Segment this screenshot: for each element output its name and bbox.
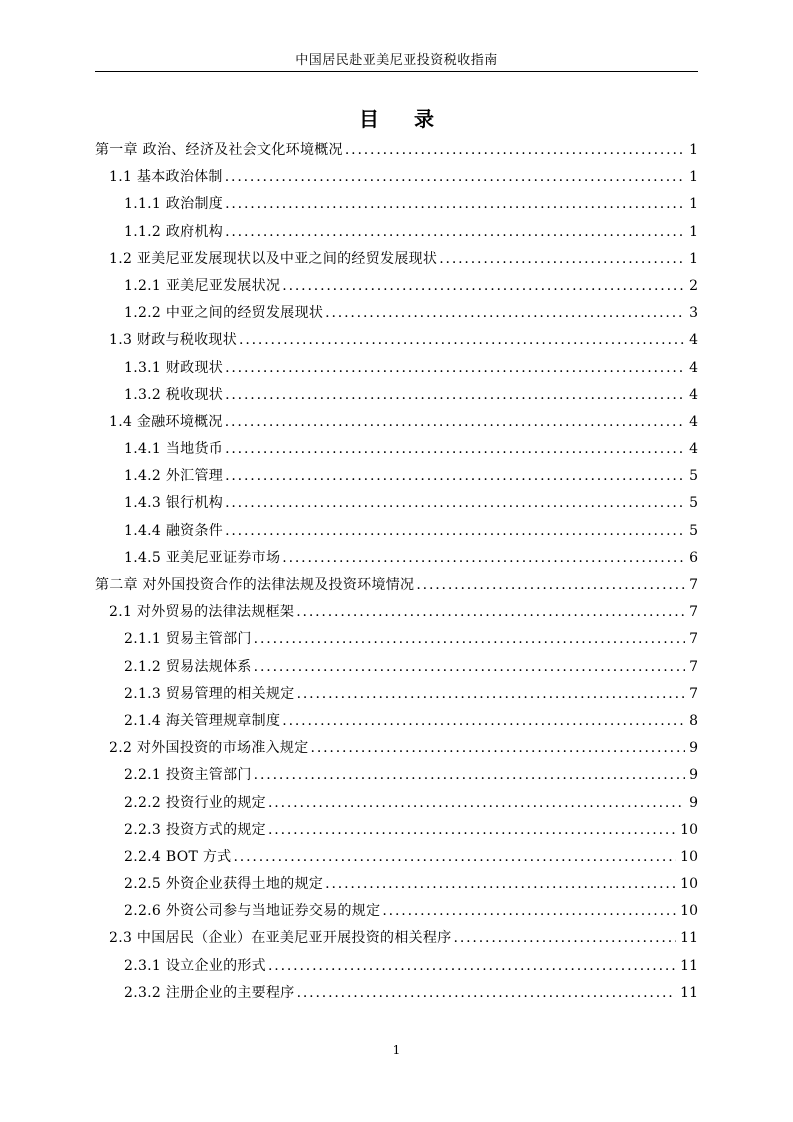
toc-entry-label: 1.2 亚美尼亚发展现状以及中亚之间的经贸发展现状 — [109, 250, 438, 267]
toc-dot-leader — [325, 871, 676, 898]
toc-entry[interactable] — [95, 518, 698, 545]
toc-entry[interactable] — [95, 626, 698, 653]
toc-dot-leader — [225, 436, 685, 463]
toc-entry-page-number: 5 — [689, 522, 698, 539]
toc-entry-label: 1.1.1 政治制度 — [124, 196, 224, 213]
toc-entry[interactable] — [95, 409, 698, 436]
toc-entry-page-number: 7 — [689, 577, 698, 593]
toc-dot-leader — [296, 599, 685, 626]
running-header: 中国居民赴亚美尼亚投资税收指南 — [295, 53, 498, 68]
toc-entry-page-number: 4 — [689, 359, 698, 376]
page-number: 1 — [392, 1043, 401, 1057]
toc-entry-page-number: 1 — [689, 169, 698, 186]
toc-entry[interactable] — [95, 844, 698, 871]
toc-entry-page-number: 4 — [689, 441, 698, 458]
toc-chapter-entry[interactable] — [95, 137, 698, 164]
toc-entry-page-number: 7 — [689, 631, 698, 648]
toc-entry[interactable] — [95, 654, 698, 681]
table-of-contents — [95, 137, 698, 1007]
toc-entry[interactable] — [95, 871, 698, 898]
toc-entry-label: 2.2 对外国投资的市场准入规定 — [109, 740, 309, 757]
toc-entry-label: 2.1.4 海关管理规章制度 — [124, 712, 281, 729]
toc-entry[interactable] — [95, 382, 698, 409]
toc-entry-label: 2.3.1 设立企业的形式 — [124, 957, 266, 974]
toc-entry[interactable] — [95, 436, 698, 463]
toc-entry-label: 1.3.2 税收现状 — [124, 386, 224, 403]
toc-entry-page-number: 1 — [689, 223, 698, 240]
toc-entry-label: 2.2.6 外资公司参与当地证券交易的规定 — [124, 903, 381, 920]
toc-entry-page-number: 5 — [689, 495, 698, 512]
toc-entry-page-number: 7 — [689, 604, 698, 621]
toc-entry[interactable] — [95, 191, 698, 218]
toc-entry-page-number: 10 — [680, 848, 698, 865]
toc-entry-label: 2.3 中国居民（企业）在亚美尼亚开展投资的相关程序 — [109, 930, 452, 947]
toc-dot-leader — [345, 137, 685, 164]
toc-dot-leader — [268, 817, 676, 844]
toc-dot-leader — [254, 626, 685, 653]
toc-entry-label: 1.4.1 当地货币 — [124, 441, 224, 458]
toc-entry-label: 2.1.3 贸易管理的相关规定 — [124, 685, 295, 702]
toc-dot-leader — [225, 490, 685, 517]
toc-entry-page-number: 11 — [680, 930, 698, 947]
toc-dot-leader — [416, 572, 685, 599]
toc-entry[interactable] — [95, 735, 698, 762]
toc-entry-label: 1.1 基本政治体制 — [109, 169, 223, 186]
toc-entry-label: 1.4 金融环境概况 — [109, 413, 223, 430]
toc-entry-label: 第一章 政治、经济及社会文化环境概况 — [95, 142, 343, 158]
toc-entry-page-number: 11 — [680, 984, 698, 1001]
toc-entry-page-number: 1 — [689, 250, 698, 267]
toc-entry-page-number: 10 — [680, 821, 698, 838]
toc-entry-page-number: 10 — [680, 876, 698, 893]
toc-dot-leader — [382, 898, 676, 925]
toc-entry[interactable] — [95, 980, 698, 1007]
toc-entry[interactable] — [95, 327, 698, 354]
toc-entry[interactable] — [95, 790, 698, 817]
toc-entry-page-number: 7 — [689, 658, 698, 675]
toc-entry-label: 2.2.5 外资企业获得土地的规定 — [124, 876, 324, 893]
toc-entry-label: 1.4.5 亚美尼亚证券市场 — [124, 549, 281, 566]
toc-entry-label: 2.2.1 投资主管部门 — [124, 767, 252, 784]
toc-entry-label: 1.4.4 融资条件 — [124, 522, 224, 539]
toc-entry[interactable] — [95, 898, 698, 925]
toc-dot-leader — [225, 355, 685, 382]
toc-dot-leader — [225, 409, 685, 436]
toc-dot-leader — [311, 735, 686, 762]
toc-dot-leader — [225, 463, 685, 490]
toc-entry[interactable] — [95, 164, 698, 191]
toc-dot-leader — [254, 654, 685, 681]
toc-entry-page-number: 4 — [689, 386, 698, 403]
toc-entry-label: 2.2.3 投资方式的规定 — [124, 821, 266, 838]
toc-entry-label: 1.2.2 中亚之间的经贸发展现状 — [124, 305, 324, 322]
toc-entry-label: 2.1.1 贸易主管部门 — [124, 631, 252, 648]
toc-entry[interactable] — [95, 273, 698, 300]
toc-dot-leader — [234, 844, 677, 871]
toc-entry-page-number: 11 — [680, 957, 698, 974]
toc-entry[interactable] — [95, 355, 698, 382]
toc-entry-page-number: 3 — [689, 305, 698, 322]
toc-entry-label: 1.4.3 银行机构 — [124, 495, 224, 512]
toc-entry[interactable] — [95, 681, 698, 708]
toc-entry-label: 2.2.4 BOT 方式 — [124, 848, 232, 865]
toc-title: 目 录 — [359, 107, 448, 131]
toc-entry-label: 1.2.1 亚美尼亚发展状况 — [124, 277, 281, 294]
toc-entry-page-number: 2 — [689, 277, 698, 294]
toc-entry-page-number: 9 — [689, 740, 698, 757]
toc-entry-label: 1.3 财政与税收现状 — [109, 332, 238, 349]
toc-dot-leader — [254, 762, 685, 789]
toc-dot-leader — [297, 681, 686, 708]
toc-entry-label: 2.2.2 投资行业的规定 — [124, 794, 266, 811]
toc-dot-leader — [439, 246, 685, 273]
toc-dot-leader — [225, 191, 685, 218]
toc-entry-page-number: 9 — [689, 794, 698, 811]
toc-dot-leader — [225, 518, 685, 545]
toc-entry[interactable] — [95, 599, 698, 626]
toc-entry-page-number: 9 — [689, 767, 698, 784]
toc-dot-leader — [454, 925, 677, 952]
toc-entry[interactable] — [95, 246, 698, 273]
toc-entry[interactable] — [95, 817, 698, 844]
toc-entry-label: 2.1.2 贸易法规体系 — [124, 658, 252, 675]
toc-entry-page-number: 1 — [689, 196, 698, 213]
toc-dot-leader — [325, 300, 685, 327]
toc-dot-leader — [268, 953, 676, 980]
toc-dot-leader — [297, 980, 677, 1007]
toc-entry[interactable] — [95, 219, 698, 246]
toc-entry-page-number: 4 — [689, 413, 698, 430]
toc-entry[interactable] — [95, 300, 698, 327]
toc-dot-leader — [225, 219, 685, 246]
toc-entry-page-number: 7 — [689, 685, 698, 702]
toc-chapter-entry[interactable] — [95, 572, 698, 599]
toc-entry-label: 第二章 对外国投资合作的法律法规及投资环境情况 — [95, 577, 415, 593]
toc-entry[interactable] — [95, 545, 698, 572]
header-rule — [95, 71, 698, 72]
toc-dot-leader — [225, 164, 685, 191]
toc-entry-page-number: 8 — [689, 712, 698, 729]
toc-entry-label: 2.1 对外贸易的法律法规框架 — [109, 604, 295, 621]
toc-dot-leader — [268, 790, 685, 817]
toc-entry-page-number: 1 — [689, 142, 698, 158]
toc-entry[interactable] — [95, 953, 698, 980]
toc-dot-leader — [225, 382, 685, 409]
toc-entry-page-number: 4 — [689, 332, 698, 349]
toc-entry-label: 1.3.1 财政现状 — [124, 359, 224, 376]
toc-dot-leader — [282, 708, 685, 735]
toc-dot-leader — [282, 273, 685, 300]
toc-entry[interactable] — [95, 463, 698, 490]
toc-dot-leader — [282, 545, 685, 572]
toc-entry-page-number: 10 — [680, 903, 698, 920]
toc-entry-label: 2.3.2 注册企业的主要程序 — [124, 984, 295, 1001]
toc-dot-leader — [239, 327, 685, 354]
toc-entry-label: 1.1.2 政府机构 — [124, 223, 224, 240]
toc-entry[interactable] — [95, 490, 698, 517]
toc-entry[interactable] — [95, 925, 698, 952]
toc-entry-page-number: 6 — [689, 549, 698, 566]
toc-entry[interactable] — [95, 708, 698, 735]
toc-entry[interactable] — [95, 762, 698, 789]
toc-entry-label: 1.4.2 外汇管理 — [124, 468, 224, 485]
toc-entry-page-number: 5 — [689, 468, 698, 485]
